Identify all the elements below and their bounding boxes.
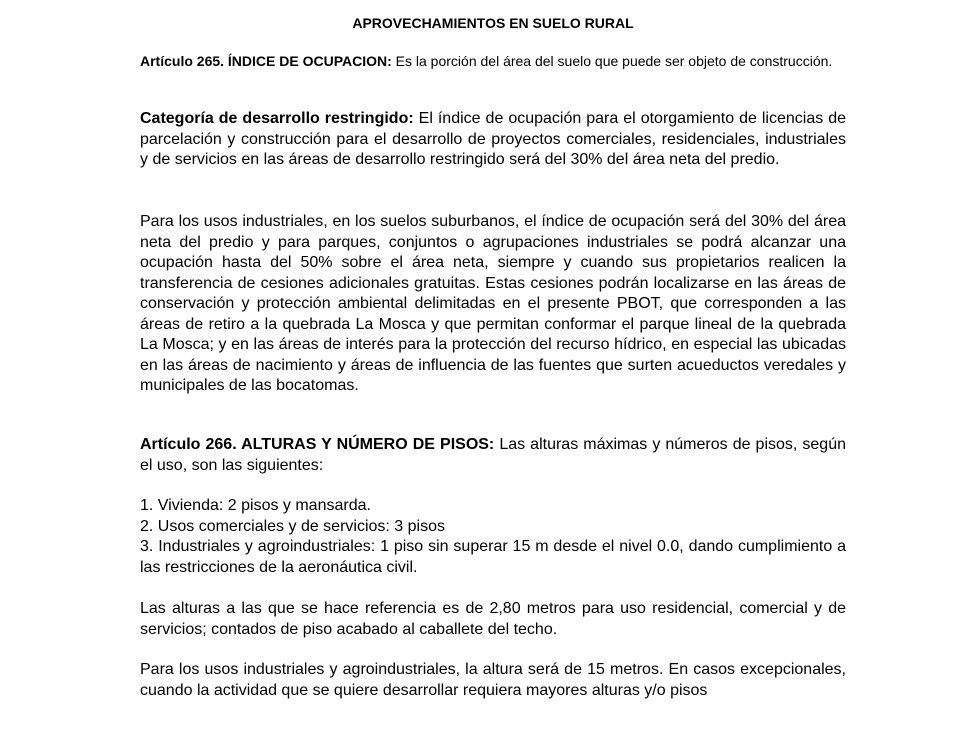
article-265-heading: Artículo 265. ÍNDICE DE OCUPACION: xyxy=(140,53,392,69)
industrial-heights-paragraph: Para los usos industriales y agroindustriales, la altura será de 15 metros. En casos excepcionales, cuando la actividad que se quiere desarrollar requiera mayores alturas y/o pisos xyxy=(140,661,846,699)
section-title: APROVECHAMIENTOS EN SUELO RURAL xyxy=(352,15,634,31)
restricted-category-heading: Categoría de desarrollo restringido: xyxy=(140,110,414,127)
restricted-category-paragraph xyxy=(140,109,846,171)
article-266 xyxy=(140,435,846,476)
article-266-heading: Artículo 266. ALTURAS Y NÚMERO DE PISOS: xyxy=(140,436,495,453)
list-item: 3. Industriales y agroindustriales: 1 piso sin superar 15 m desde el nivel 0.0, dando cumplimiento a las restricciones de la aeronáutica civil. xyxy=(140,538,846,576)
article-265 xyxy=(140,52,846,70)
heights-list xyxy=(140,496,846,578)
heights-reference-paragraph: Las alturas a las que se hace referencia es de 2,80 metros para uso residencial, comercial y de servicios; contados de piso acabado al caballete del techo. xyxy=(140,600,846,638)
industrial-uses-paragraph: Para los usos industriales, en los suelos suburbanos, el índice de ocupación será del 30% del área neta del predio y para parques, conjuntos o agrupaciones industriales se podrá alcanzar una ocupación hasta del 50% sobre el área neta, siempre y cuando sus propietarios realicen la transferencia de cesiones adicionales gratuitas. Estas cesiones podrán localizarse en las áreas de conservación y protección ambiental delimitadas en el presente PBOT, que corresponden a las áreas de retiro a la quebrada La Mosca y que permitan conformar el parque lineal de la quebrada La Mosca; y en las áreas de interés para la protección del recurso hídrico, en especial las ubicadas en las áreas de nacimiento y áreas de influencia de las fuentes que surten acueductos veredales y municipales de las bocatomas. xyxy=(140,213,846,394)
article-265-text: Es la porción del área del suelo que puede ser objeto de construcción. xyxy=(391,53,833,69)
list-item: 2. Usos comerciales y de servicios: 3 pisos xyxy=(140,517,445,535)
restricted-category-text: El índice de ocupación para el otorgamiento de licencias de parcelación y construcción para el desarrollo de proyectos comerciales, residenciales, industriales y de servicios en las áreas de desarrollo restringido será del 30% del área neta del predio. xyxy=(140,110,846,168)
list-item: 1. Vivienda: 2 pisos y mansarda. xyxy=(140,497,371,514)
article-266-text: Las alturas máximas y números de pisos, según el uso, son las siguientes: xyxy=(140,436,847,474)
